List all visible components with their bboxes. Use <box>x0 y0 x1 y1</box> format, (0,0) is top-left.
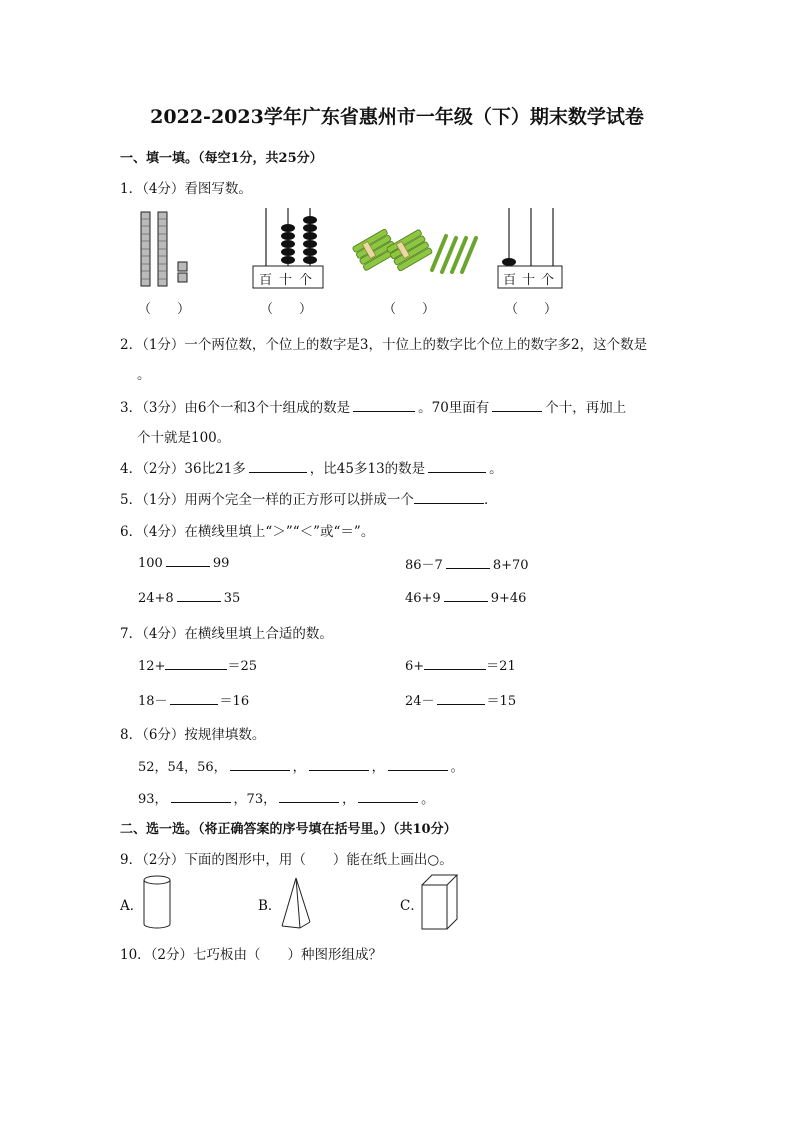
question-2: 2．（1分）一个两位数，个位上的数字是3，十位上的数字比个位上的数字多2，这个数是 <box>120 337 648 353</box>
abacus-2-place-labels: 百十个 <box>503 273 561 288</box>
q5-part-a: 5．（1分）用两个完全一样的正方形可以拼成一个 <box>120 492 414 508</box>
q6-blank-4[interactable] <box>444 589 488 602</box>
section-1-heading: 一、填一填。（每空1分，共25分） <box>120 151 323 166</box>
q6-blank-2[interactable] <box>446 556 490 569</box>
q5-part-b: ． <box>483 492 498 508</box>
q9-option-b: B． <box>258 898 282 914</box>
q8-blank-4[interactable] <box>171 790 231 803</box>
q3-part-c: 个十，再加上 <box>545 400 627 416</box>
question-1: 1．（4分）看图写数。 <box>120 181 252 197</box>
question-8: 8．（6分）按规律填数。 <box>120 727 266 743</box>
q6-item-3: 24+8 35 <box>138 591 241 606</box>
pyramid-figure <box>280 876 316 930</box>
q3-blank-1[interactable] <box>353 399 415 412</box>
q8-blank-3[interactable] <box>388 758 448 771</box>
q1-answer-2: （ ） <box>260 302 313 317</box>
question-3 <box>120 396 626 416</box>
q8-row-1: 52，54，56， ， ， 。 <box>138 760 464 775</box>
q6-blank-3[interactable] <box>177 589 221 602</box>
cuboid-figure <box>420 873 460 933</box>
q8-row-2: 93， ，73， ， 。 <box>138 792 435 807</box>
q8-blank-1[interactable] <box>230 758 290 771</box>
abacus-1-place-labels: 百十个 <box>259 273 320 288</box>
question-9: 9．（2分）下面的图形中，用（ ）能在纸上画出○。 <box>120 852 453 868</box>
question-3-line2: 个十就是100。 <box>137 430 231 446</box>
question-5 <box>120 488 497 508</box>
q1-answer-4: （ ） <box>505 302 558 317</box>
q6-item-4: 46+9 9+46 <box>405 591 527 606</box>
question-2-end: 。 <box>137 367 151 383</box>
q4-part-a: 4．（2分）36比21多 <box>120 461 246 477</box>
page-title: 2022-2023学年广东省惠州市一年级（下）期末数学试卷 <box>150 106 644 128</box>
q1-answer-1: （ ） <box>138 302 191 317</box>
q7-item-1: 12+ ＝25 <box>138 659 257 674</box>
q9-option-c: C． <box>400 898 424 914</box>
cylinder-figure <box>142 874 174 930</box>
question-10: 10．（2分）七巧板由（ ）种图形组成？ <box>120 947 383 963</box>
q3-blank-2[interactable] <box>492 399 542 412</box>
stick-bundles-figure <box>352 218 482 282</box>
q7-item-3: 18－ ＝16 <box>138 694 250 709</box>
q7-blank-2[interactable] <box>424 657 486 670</box>
base-ten-blocks-figure <box>136 210 196 290</box>
q7-item-2: 6+ ＝21 <box>405 659 516 674</box>
q7-item-4: 24－ ＝15 <box>405 694 517 709</box>
q7-blank-1[interactable] <box>165 657 227 670</box>
q4-part-c: 。 <box>489 461 503 477</box>
q7-blank-4[interactable] <box>437 692 485 705</box>
q8-blank-5[interactable] <box>279 790 339 803</box>
q4-part-b: ，比45多13的数是 <box>309 461 426 477</box>
q3-part-a: 3．（3分）由6个一和3个十组成的数是 <box>120 400 351 416</box>
q4-blank-2[interactable] <box>428 460 486 473</box>
question-6: 6．（4分）在横线里填上“＞”“＜”或“＝”。 <box>120 524 375 540</box>
q8-blank-2[interactable] <box>309 758 369 771</box>
section-2-heading: 二、选一选。（将正确答案的序号填在括号里。）（共10分） <box>120 822 457 837</box>
question-7: 7．（4分）在横线里填上合适的数。 <box>120 626 333 642</box>
q9-option-a: A． <box>120 898 144 914</box>
q6-item-2: 86－7 8+70 <box>405 558 529 573</box>
q8-blank-6[interactable] <box>358 790 418 803</box>
q6-item-1: 100 99 <box>138 556 230 571</box>
q3-part-b: 。70里面有 <box>418 400 490 416</box>
q7-blank-3[interactable] <box>170 692 218 705</box>
question-4 <box>120 457 503 477</box>
q6-blank-1[interactable] <box>166 554 210 567</box>
q4-blank-1[interactable] <box>249 460 307 473</box>
q5-blank[interactable] <box>414 491 484 504</box>
q1-answer-3: （ ） <box>383 302 436 317</box>
